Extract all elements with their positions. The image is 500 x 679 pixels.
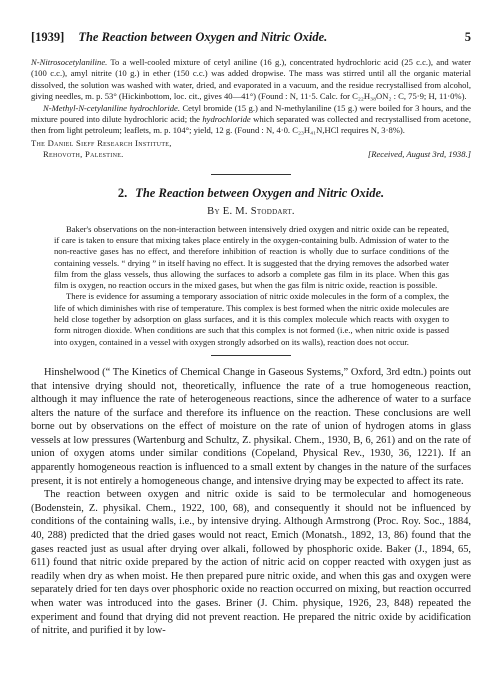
experimental-paragraph-1 xyxy=(31,57,471,103)
experimental-paragraph-2 xyxy=(31,103,471,137)
body-paragraph-2: The reaction between oxygen and nitric oxide is said to be termolecular and homogeneous (Bodenstein, Z. physikal. Chem., 1922, 100, 68), and consequently it should not be influenced by conditions of the containing walls, i.e., by intensive drying. Although Armstrong (Proc. Roy. Soc., 1884, 40, 288) predicted that the dried gases would not react, Emich (Monatsh., 1892, 13, 86) found that the gases reacted just as usual after drying over alkali, followed by phosphoric oxide. Baker (J., 1894, 65, 611) found that nitric oxide prepared by the action of nitric acid on copper reacted with oxygen just as readily when dry as when moist. He then prepared pure nitric oxide, and when this gas and oxygen were separately dried for ten days over phosphoric oxide no reaction occurred on mixing, but reaction occurred when water was introduced into the gases. Briner (J. Chim. physique, 1926, 23, 848) repeated the experiment and found that drying did not prevent reaction. He prepared the nitric oxide by acidification of nitrite, and purified it by low- xyxy=(31,489,471,637)
institution-name: The Daniel Sieff Research Institute, xyxy=(31,137,172,148)
article-number: 2. xyxy=(117,185,128,200)
paragraph-text: which separated was collected and recrystallised from acetone, then from light petroleum; leaflets, m. p. 104°; yield, 12 g. (Found : N, 4·0. C₂₃H₄₁N,HCl requires N, 3·8%). xyxy=(31,114,472,136)
body-paragraph-1: Hinshelwood (“ The Kinetics of Chemical Change in Gaseous Systems,” Oxford, 3rd edtn.) points out that intensive drying should not, theoretically, influence the rate of a true homogeneous reaction, although it may influence the rate of heterogeneous reactions, since the adherence of water to a surface alters the nature of the surface and therefore its influence on the reaction. These conclusions are well borne out by observations on the effect of moisture on the rate of union of hydrogen atoms in glass vessels at low pressures (Wartenburg and Schultz, Z. physikal. Chem., 1930, B, 6, 261) and on the rate of union of oxygen atoms under similar conditions (Copeland, Physical Rev., 1930, 36, 1221). If an apparently homogeneous reaction is influenced to a small extent by changes in the nature of the surfaces present, it is not entirely a homogeneous change, and intensive drying may be expected to affect its rate. xyxy=(31,366,471,487)
abstract xyxy=(54,224,449,348)
paragraph-text: Cetyl bromide (15 g.) and N-methylaniline (15 g.) were boiled for 3 hours, and the mixture poured into dilute hydrochloric acid; the xyxy=(31,102,471,125)
abstract-paragraph-2: There is evidence for assuming a temporary association of nitric oxide molecules in the form of a complex, the life of which diminishes with rise of temperature. This complex is best formed when the nitric oxide molecules are held close together by adsorption on glass surfaces, and it is this complex molecule which reacts with oxygen to form nitrogen dioxide. When conditions are such that this complex is not formed (i.e., when nitric oxide is passed into oxygen, contained in a vessel with oxygen strongly adsorbed on its walls), reaction does not occur. xyxy=(54,291,449,347)
previous-article-end xyxy=(31,57,471,137)
institution-block xyxy=(31,138,471,161)
received-date: [Received, August 3rd, 1938.] xyxy=(367,149,471,160)
volume-year: [1939] xyxy=(31,30,65,44)
article-title xyxy=(31,186,471,201)
paragraph-italic: hydrochloride xyxy=(202,114,251,125)
compound-name: N-Nitrosocetylaniline. xyxy=(31,57,108,67)
article-body xyxy=(31,366,471,638)
page-number: 5 xyxy=(464,30,471,44)
running-title: The Reaction between Oxygen and Nitric Oxide. xyxy=(78,30,328,44)
abstract-divider xyxy=(211,355,291,356)
running-header xyxy=(31,30,471,45)
institution-address xyxy=(31,138,172,161)
paragraph-text: To a well-cooled mixture of cetyl aniline (16 g.), concentrated hydrochloric acid (25 c.c.), and water (100 c.c.), amyl nitrite (10 g.) in ether (150 c.c.) was added dropwise. The mass was stirred until all the organic material dissolved, the solution was washed with water, dried, and evaporated in a vacuum, and the residue recrystallised from alcohol, giving needles, m. p. 53° (Hickinbottom, loc. cit., gives 40—41°) (Found : N, 11·5. Calc. for C₂₂H₃₈ON₂ : C, 75·9; H, 11·0%). xyxy=(31,57,471,102)
institution-location: Rehovoth, Palestine. xyxy=(43,149,124,160)
article-title-text: The Reaction between Oxygen and Nitric Oxide. xyxy=(135,185,385,200)
journal-page xyxy=(31,30,471,638)
abstract-paragraph-1: Baker's observations on the non-interaction between intensively dried oxygen and nitric oxide can be repeated, if care is taken to ensure that mixing takes place entirely in the oxygen-containing bulb. Admission of water to the non-reactive gases has no effect, and therefore inhibition of reaction is wholly due to surface conditions of the containing vessels. “ drying ” in itself having no effect. It is suggested that the drying removes the adsorbed water film from the glass vessels, thus allowing the surfaces to adsorb a complete gas film in its place. When this gas film is oxygen, no reaction occurs in the mixed gases, but when the gas film is nitric oxide, reaction is possible. xyxy=(54,223,449,291)
article-author: By E. M. Stoddart. xyxy=(207,205,295,217)
compound-name: N-Methyl-N-cetylaniline hydrochloride. xyxy=(43,102,180,113)
section-divider xyxy=(211,174,291,175)
